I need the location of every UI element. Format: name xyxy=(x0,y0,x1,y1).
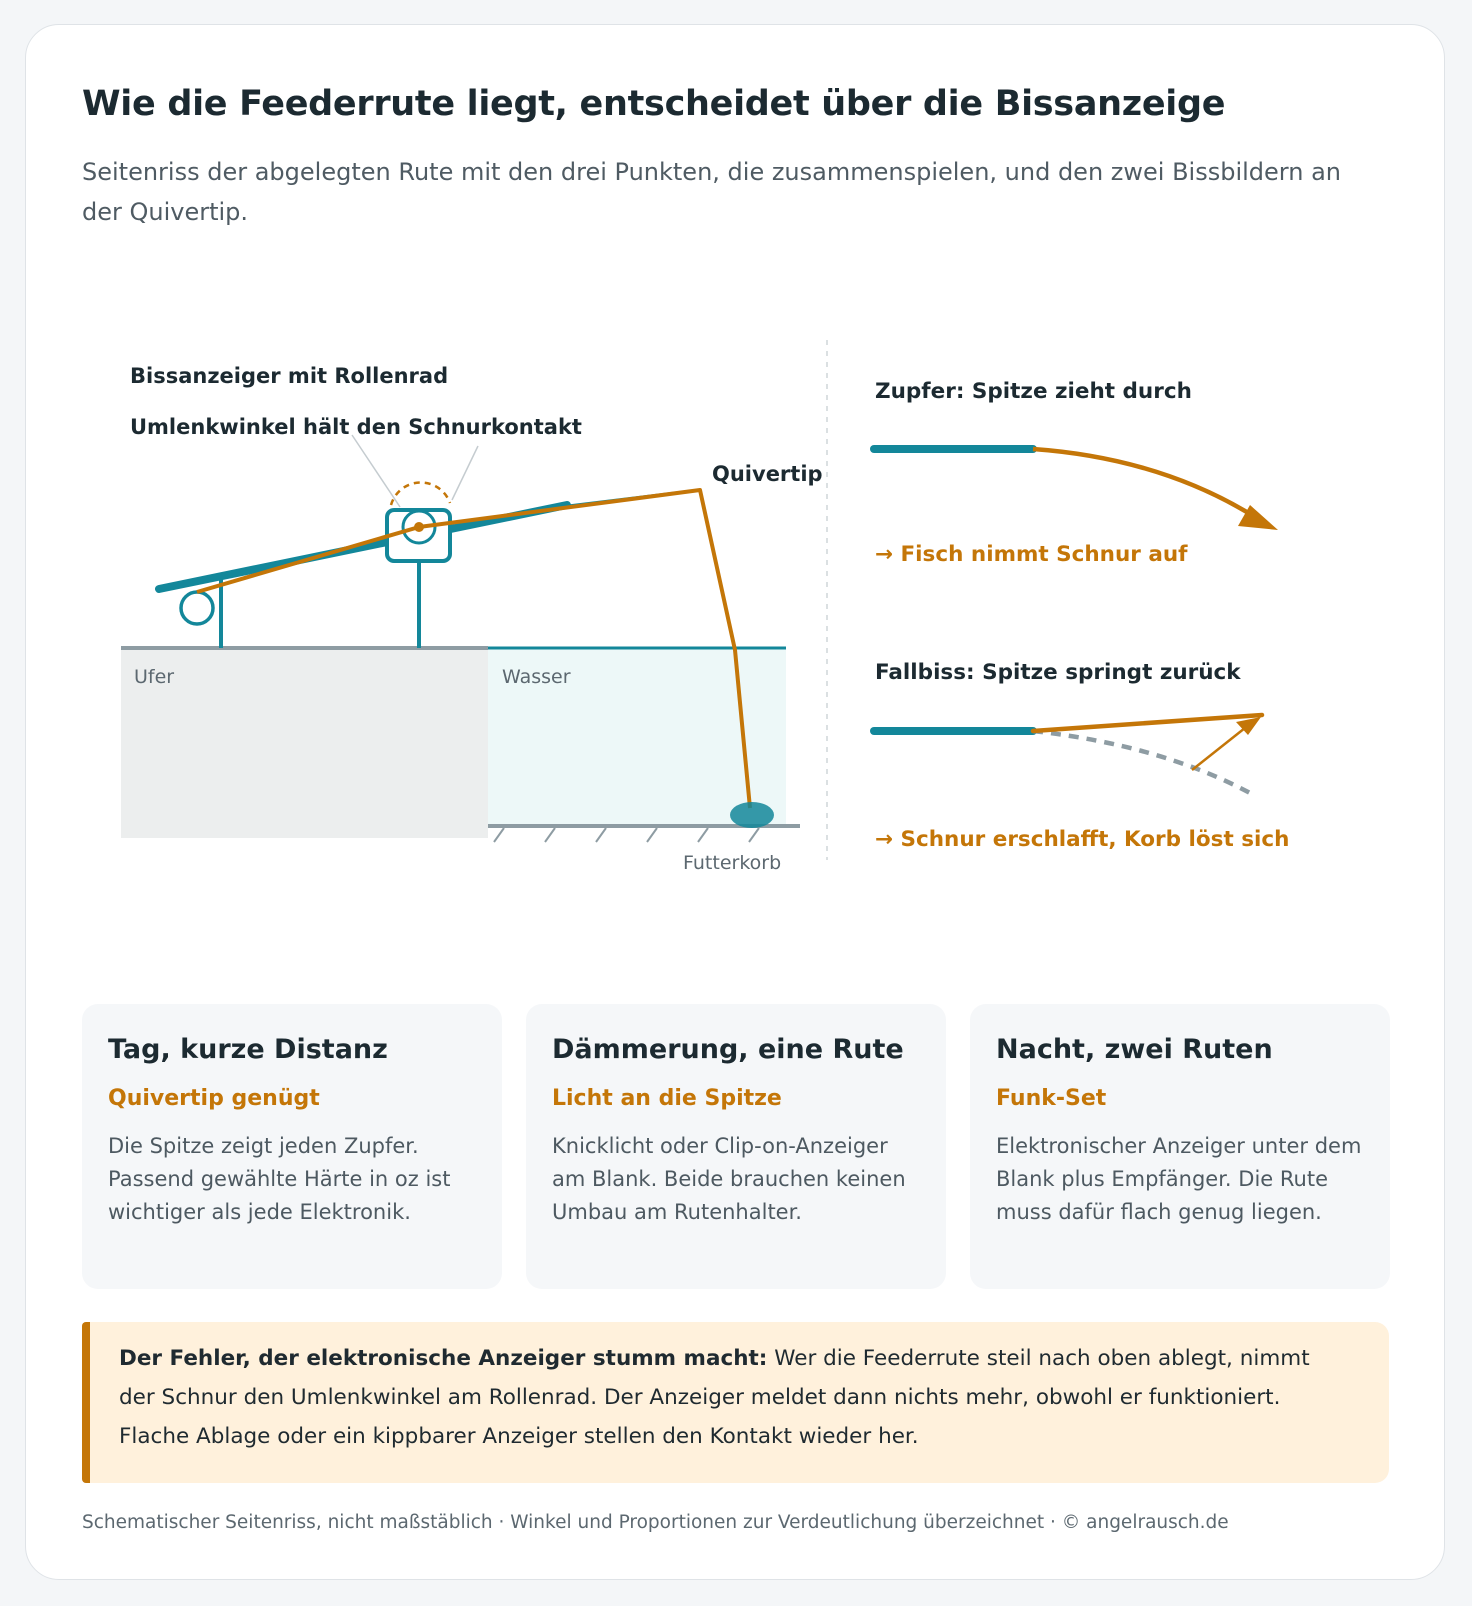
scenario-subtitle: Licht an die Spitze xyxy=(552,1086,782,1111)
reel xyxy=(181,592,213,624)
page-title: Wie die Feederrute liegt, entscheidet über die Bissanzeige xyxy=(82,84,1226,124)
scenario-body: Elektronischer Anzeiger unter dem Blank plus Empfänger. Die Rute muss dafür flach genug liegen. xyxy=(996,1134,1362,1224)
scenario-title: Tag, kurze Distanz xyxy=(108,1034,388,1065)
scenario-card-night xyxy=(970,1004,1390,1289)
drop-bite-tip-line xyxy=(1033,715,1262,731)
footer-note: Schematischer Seitenriss, nicht maßstäblich · Winkel und Proportionen zur Verdeutlichung überzeichnet · © angelrausch.de xyxy=(82,1512,1229,1533)
label-water: Wasser xyxy=(502,666,571,688)
label-bite-alarm: Bissanzeiger mit Rollenrad xyxy=(130,364,449,388)
drop-bite-result: → Schnur erschlafft, Korb löst sich xyxy=(875,827,1290,852)
roller-contact-point xyxy=(414,522,424,532)
scenario-subtitle: Funk-Set xyxy=(996,1086,1107,1111)
drop-bite-title: Fallbiss: Spitze springt zurück xyxy=(875,660,1241,685)
scenario-card-day xyxy=(82,1004,502,1289)
lake-bed xyxy=(488,826,800,842)
label-angle: Umlenkwinkel hält den Schnurkontakt xyxy=(130,415,582,439)
pull-bite-title: Zupfer: Spitze zieht durch xyxy=(875,379,1192,404)
callout-body: Wer die Feederrute steil nach oben ablegt, nimmt der Schnur den Umlenkwinkel am Rollenrad. Der Anzeiger meldet dann nichts mehr, obwohl er funktioniert. Flache Ablage oder ein kippbarer Anzeiger stellen den Kontakt wieder her. xyxy=(119,1346,1310,1449)
scenario-title: Dämmerung, eine Rute xyxy=(552,1034,904,1065)
page-subtitle: Seitenriss der abgelegten Rute mit den drei Punkten, die zusammenspielen, und den zwei Bissbildern an der Quivertip. xyxy=(82,158,1341,226)
pull-bite-tip-curve xyxy=(1033,449,1255,517)
scenario-subtitle: Quivertip genügt xyxy=(108,1086,320,1111)
rod-blank xyxy=(159,505,567,589)
scenario-body: Knicklicht oder Clip-on-Anzeiger am Blank. Beide brauchen keinen Umbau am Rutenhalter. xyxy=(552,1134,906,1224)
bank-area xyxy=(121,648,488,838)
callout-text xyxy=(119,1339,1324,1456)
pull-bite-result: → Fisch nimmt Schnur auf xyxy=(875,542,1188,567)
drop-bite-rest-curve xyxy=(1033,731,1250,793)
angle-leader-line xyxy=(452,446,478,500)
warning-callout xyxy=(82,1322,1389,1483)
label-feeder: Futterkorb xyxy=(683,852,782,874)
feeder-basket xyxy=(730,802,774,828)
scenario-card-dusk xyxy=(526,1004,946,1289)
label-bank: Ufer xyxy=(134,666,175,688)
scenario-title: Nacht, zwei Ruten xyxy=(996,1034,1273,1065)
scenario-body: Die Spitze zeigt jeden Zupfer. Passend gewählte Härte in oz ist wichtiger als jede Elektronik. xyxy=(108,1134,451,1224)
label-quivertip: Quivertip xyxy=(712,462,823,486)
drop-bite-spring-line xyxy=(1192,724,1250,770)
alarm-leader-line xyxy=(352,435,400,507)
angle-arc xyxy=(391,482,450,505)
callout-lead: Der Fehler, der elektronische Anzeiger stumm macht: xyxy=(119,1346,768,1371)
